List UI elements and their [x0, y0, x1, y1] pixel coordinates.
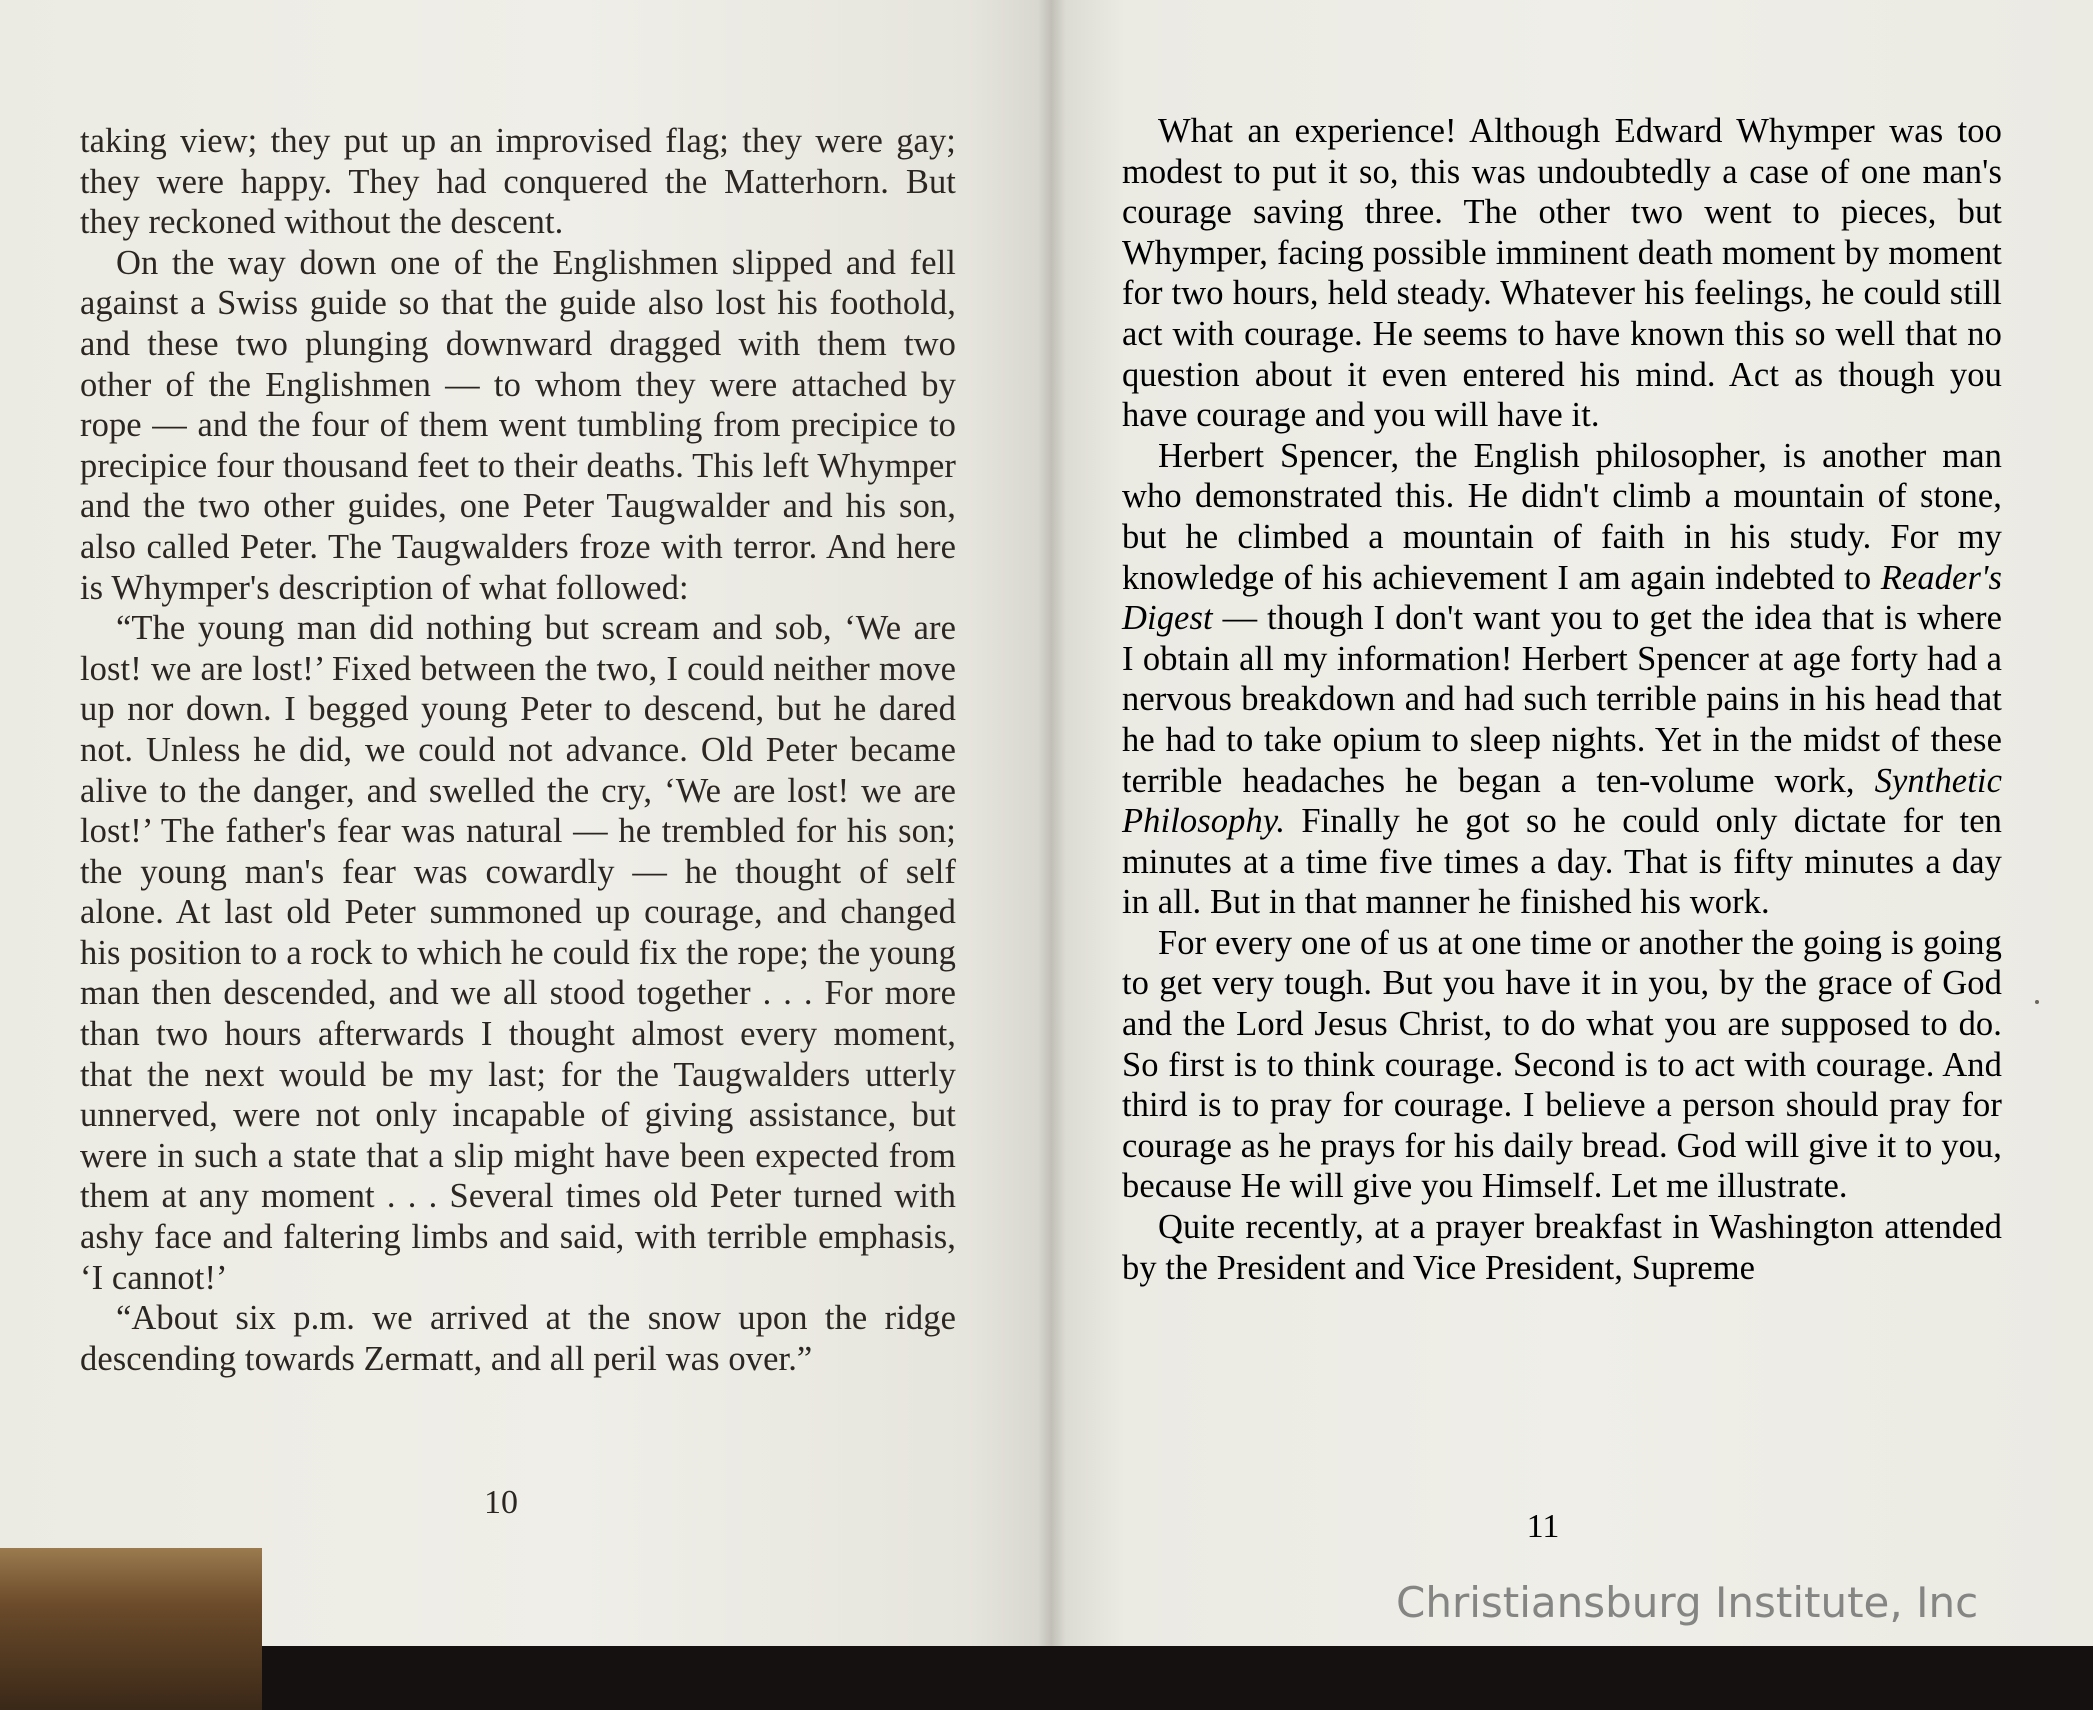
left-page-text — [80, 121, 956, 1379]
book-gutter — [1038, 0, 1066, 1650]
text-run: Finally he got so he could only dictate for ten minutes at a time five times a day. That is fifty minutes a day in all. But in that manner he finished his work. — [1122, 802, 2002, 922]
left-page — [0, 0, 1052, 1648]
italic-title: Reader's Digest — [1122, 558, 2002, 638]
quote-paragraph: “About six p.m. we arrived at the snow upon the ridge descending towards Zermatt, and all peril was over.” — [80, 1299, 956, 1378]
text-run: Herbert Spencer, the English philosopher, is another man who demonstrated this. He didn't climb a mountain of stone, but he climbed a mountain of faith in his study. For my knowledge of his achievement I am again indebted to — [1122, 436, 2002, 597]
text-run: — though I don't want you to get the idea that is where I obtain all my information! Herbert Spencer at age forty had a nervous breakdown and had such terrible pains in his head that he had to take opium to sleep nights. Yet in the midst of these terrible headaches he began a ten-volume work, — [1122, 599, 2002, 800]
paragraph: On the way down one of the Englishmen slipped and fell against a Swiss guide so that the guide also lost his foothold, and these two plunging downward dragged with them two other of the Englishmen — to whom they were attached by rope — and the four of them went tumbling from precipice to precipice four thousand feet to their deaths. This left Whymper and the two other guides, one Peter Taugwalder and his son, also called Peter. The Taugwalders froze with terror. And here is Whymper's description of what followed: — [80, 243, 956, 607]
page-number-right: 11 — [1526, 1508, 1560, 1545]
watermark: Christiansburg Institute, Inc — [1396, 1578, 1979, 1627]
italic-title: Synthetic Philosophy. — [1122, 761, 2002, 841]
paragraph: taking view; they put up an improvised flag; they were gay; they were happy. They had conquered the Matterhorn. But they reckoned without the descent. — [80, 122, 956, 242]
paragraph: For every one of us at one time or another the going is going to get very tough. But you have it in you, by the grace of God and the Lord Jesus Christ, to do what you are supposed to do. So first is to think courage. Second is to act with courage. And third is to pray for courage. I believe a person should pray for courage as he prays for his daily bread. God will give it to you, because He will give you Himself. Let me illustrate. — [1122, 923, 2002, 1206]
dark-background — [262, 1646, 2093, 1710]
speck — [2035, 1000, 2039, 1004]
quote-paragraph: “The young man did nothing but scream and sob, ‘We are lost! we are lost!’ Fixed between the two, I could neither move up nor down. I begged young Peter to descend, but he dared not. Unless he did, we could not advance. Old Peter became alive to the danger, and swelled the cry, ‘We are lost! we are lost!’ The father's fear was natural — he trembled for his son; the young man's fear was cowardly — he thought of self alone. At last old Peter summoned up courage, and changed his position to a rock to which he could fix the rope; the young man then descended, and we all stood together . . . For more than two hours afterwards I thought almost every moment, that the next would be my last; for the Taugwalders utterly unnerved, were not only incapable of giving assistance, but were in such a state that a slip might have been expected from them at any moment . . . Several times old Peter turned with ashy face and faltering limbs and said, with terrible emphasis, ‘I cannot!’ — [80, 609, 956, 1297]
paragraph: What an experience! Although Edward Whymper was too modest to put it so, this was undoubtedly a case of one man's courage saving three. The other two went to pieces, but Whymper, facing possible imminent death moment by moment for two hours, held steady. Whatever his feelings, he could still act with courage. He seems to have known this so well that no question about it even entered his mind. Act as though you have courage and you will have it. — [1122, 112, 2002, 435]
page-number-left: 10 — [484, 1484, 518, 1521]
book-cover-edge — [0, 1548, 262, 1710]
right-page-text — [1122, 111, 2002, 1288]
paragraph: Quite recently, at a prayer breakfast in Washington attended by the President and Vice President, Supreme — [1122, 1208, 2002, 1287]
paragraph — [1122, 436, 2002, 923]
